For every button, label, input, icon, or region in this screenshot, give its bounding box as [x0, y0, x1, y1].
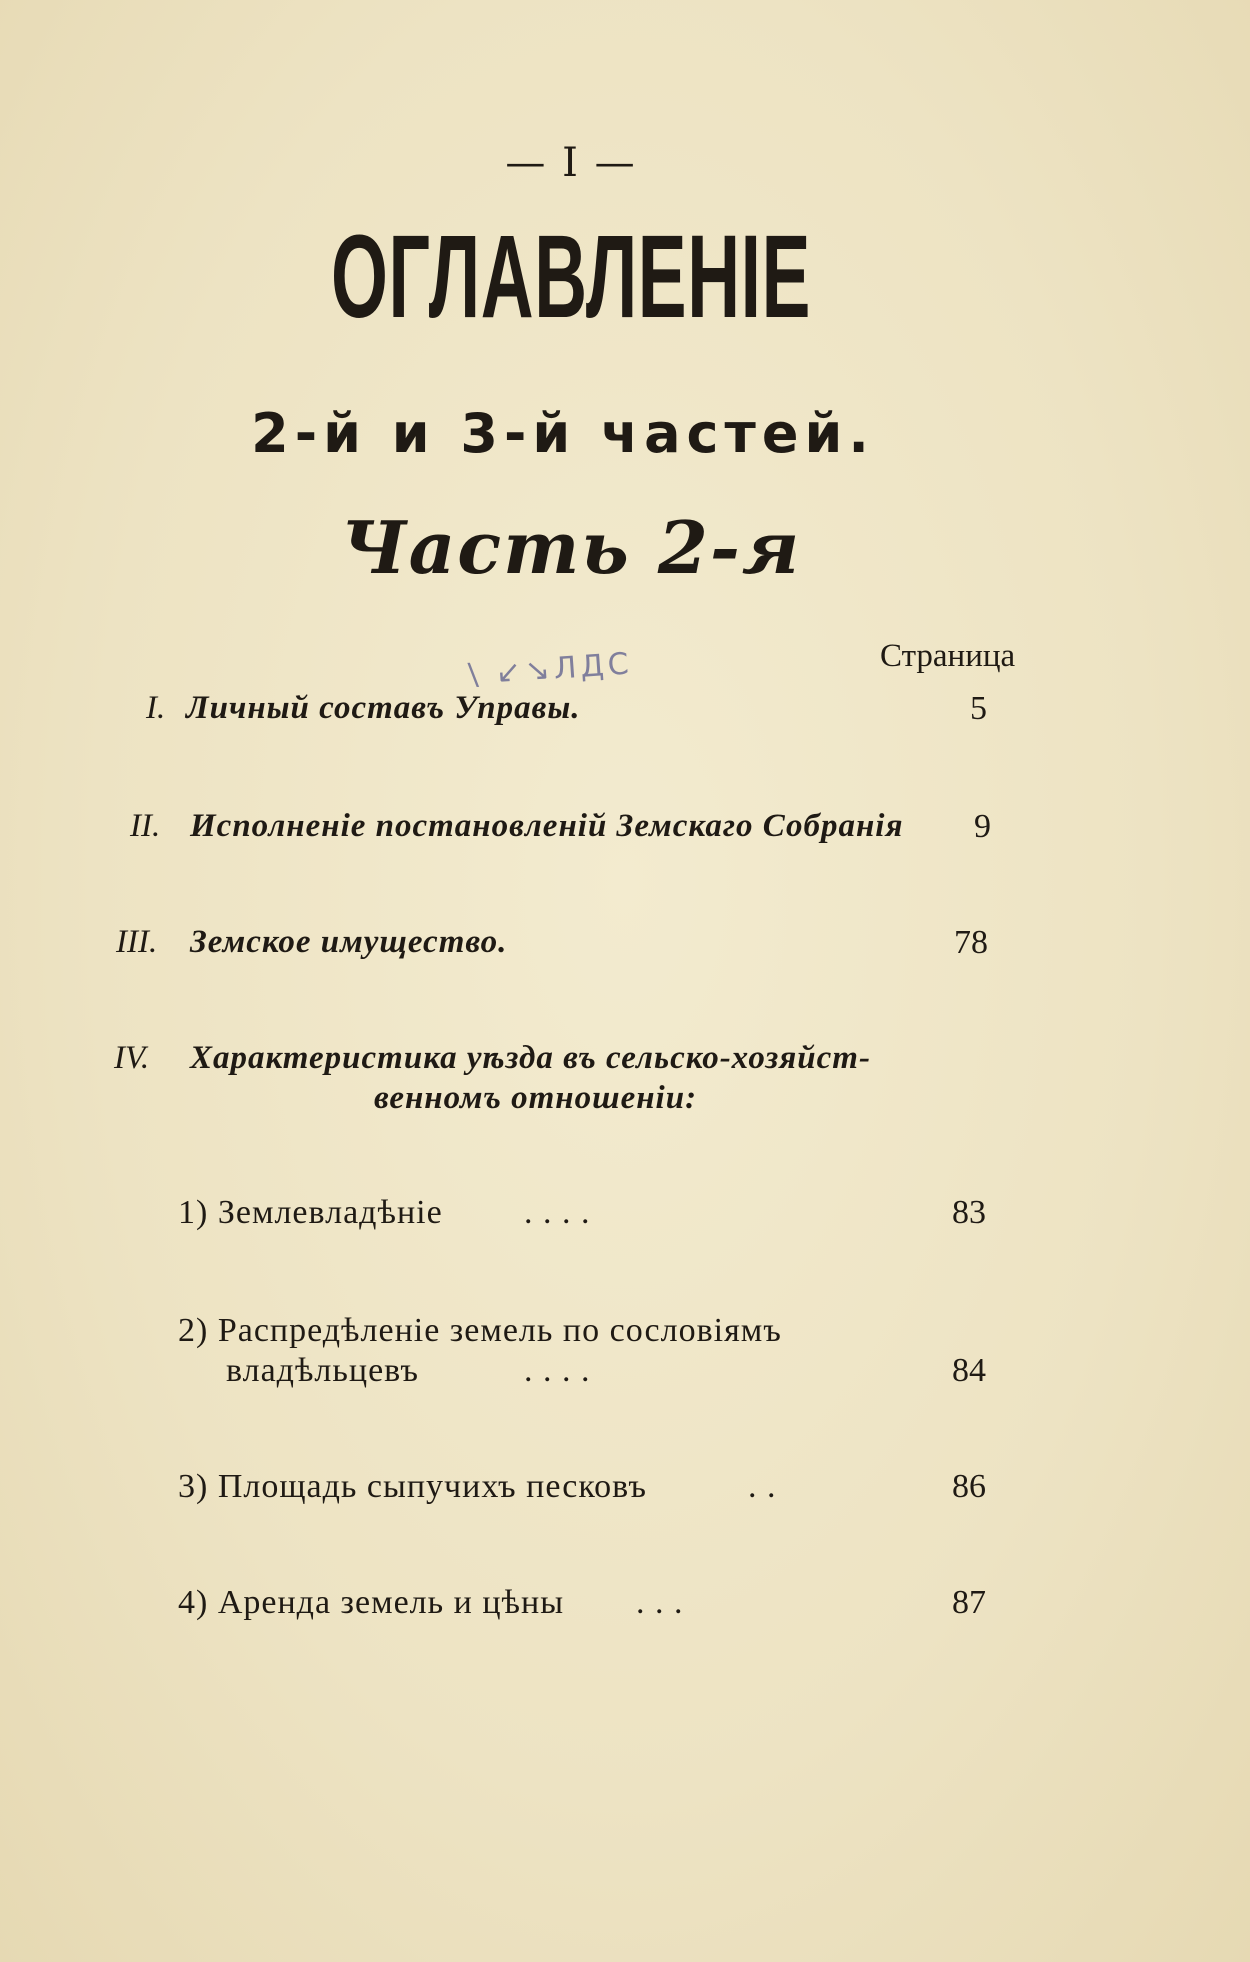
page-subtitle: 2-й и 3-й частей.	[251, 402, 875, 465]
section-title: Исполненіе постановленій Земскаго Собранія	[190, 808, 904, 844]
section-title: Личный составъ Управы.	[186, 690, 581, 726]
section-numeral: I.	[146, 690, 166, 726]
dot-leader: . . . .	[524, 1352, 591, 1389]
dot-leader: . . . .	[524, 1194, 591, 1231]
subsection-label-line-2: владѣльцевъ	[226, 1352, 419, 1389]
page-title: ОГЛАВЛЕНІЕ	[330, 211, 812, 343]
section-title: Земское имущество.	[190, 924, 508, 960]
part-heading: Часть 2-я	[340, 505, 802, 590]
subsection-page-number: 84	[952, 1352, 986, 1389]
section-page-number: 78	[954, 924, 988, 961]
page-folio: — I —	[505, 140, 637, 186]
section-numeral: II.	[130, 808, 161, 844]
section-page-number: 9	[974, 808, 991, 845]
section-title-line-2: венномъ отношеніи:	[374, 1080, 698, 1116]
subsection-page-number: 86	[952, 1468, 986, 1505]
section-numeral: III.	[116, 924, 158, 960]
subsection-page-number: 87	[952, 1584, 986, 1621]
subsection-label: 3) Площадь сыпучихъ песковъ	[178, 1468, 647, 1505]
dot-leader: . .	[748, 1468, 777, 1505]
subsection-page-number: 83	[952, 1194, 986, 1231]
page-column-label: Страница	[880, 638, 1016, 674]
subsection-label: 1) Землевладѣніе	[178, 1194, 443, 1231]
subsection-label: 4) Аренда земель и цѣны	[178, 1584, 565, 1621]
section-numeral: IV.	[114, 1040, 150, 1076]
section-page-number: 5	[970, 690, 987, 727]
section-title-line-1: Характеристика уѣзда въ сельско-хозяйст-	[190, 1040, 871, 1076]
subsection-label: 2) Распредѣленіе земель по сословіямъ	[178, 1312, 782, 1349]
dot-leader: . . .	[636, 1584, 684, 1621]
ink-stamp: \ ↙↘ЛДС	[466, 646, 634, 693]
